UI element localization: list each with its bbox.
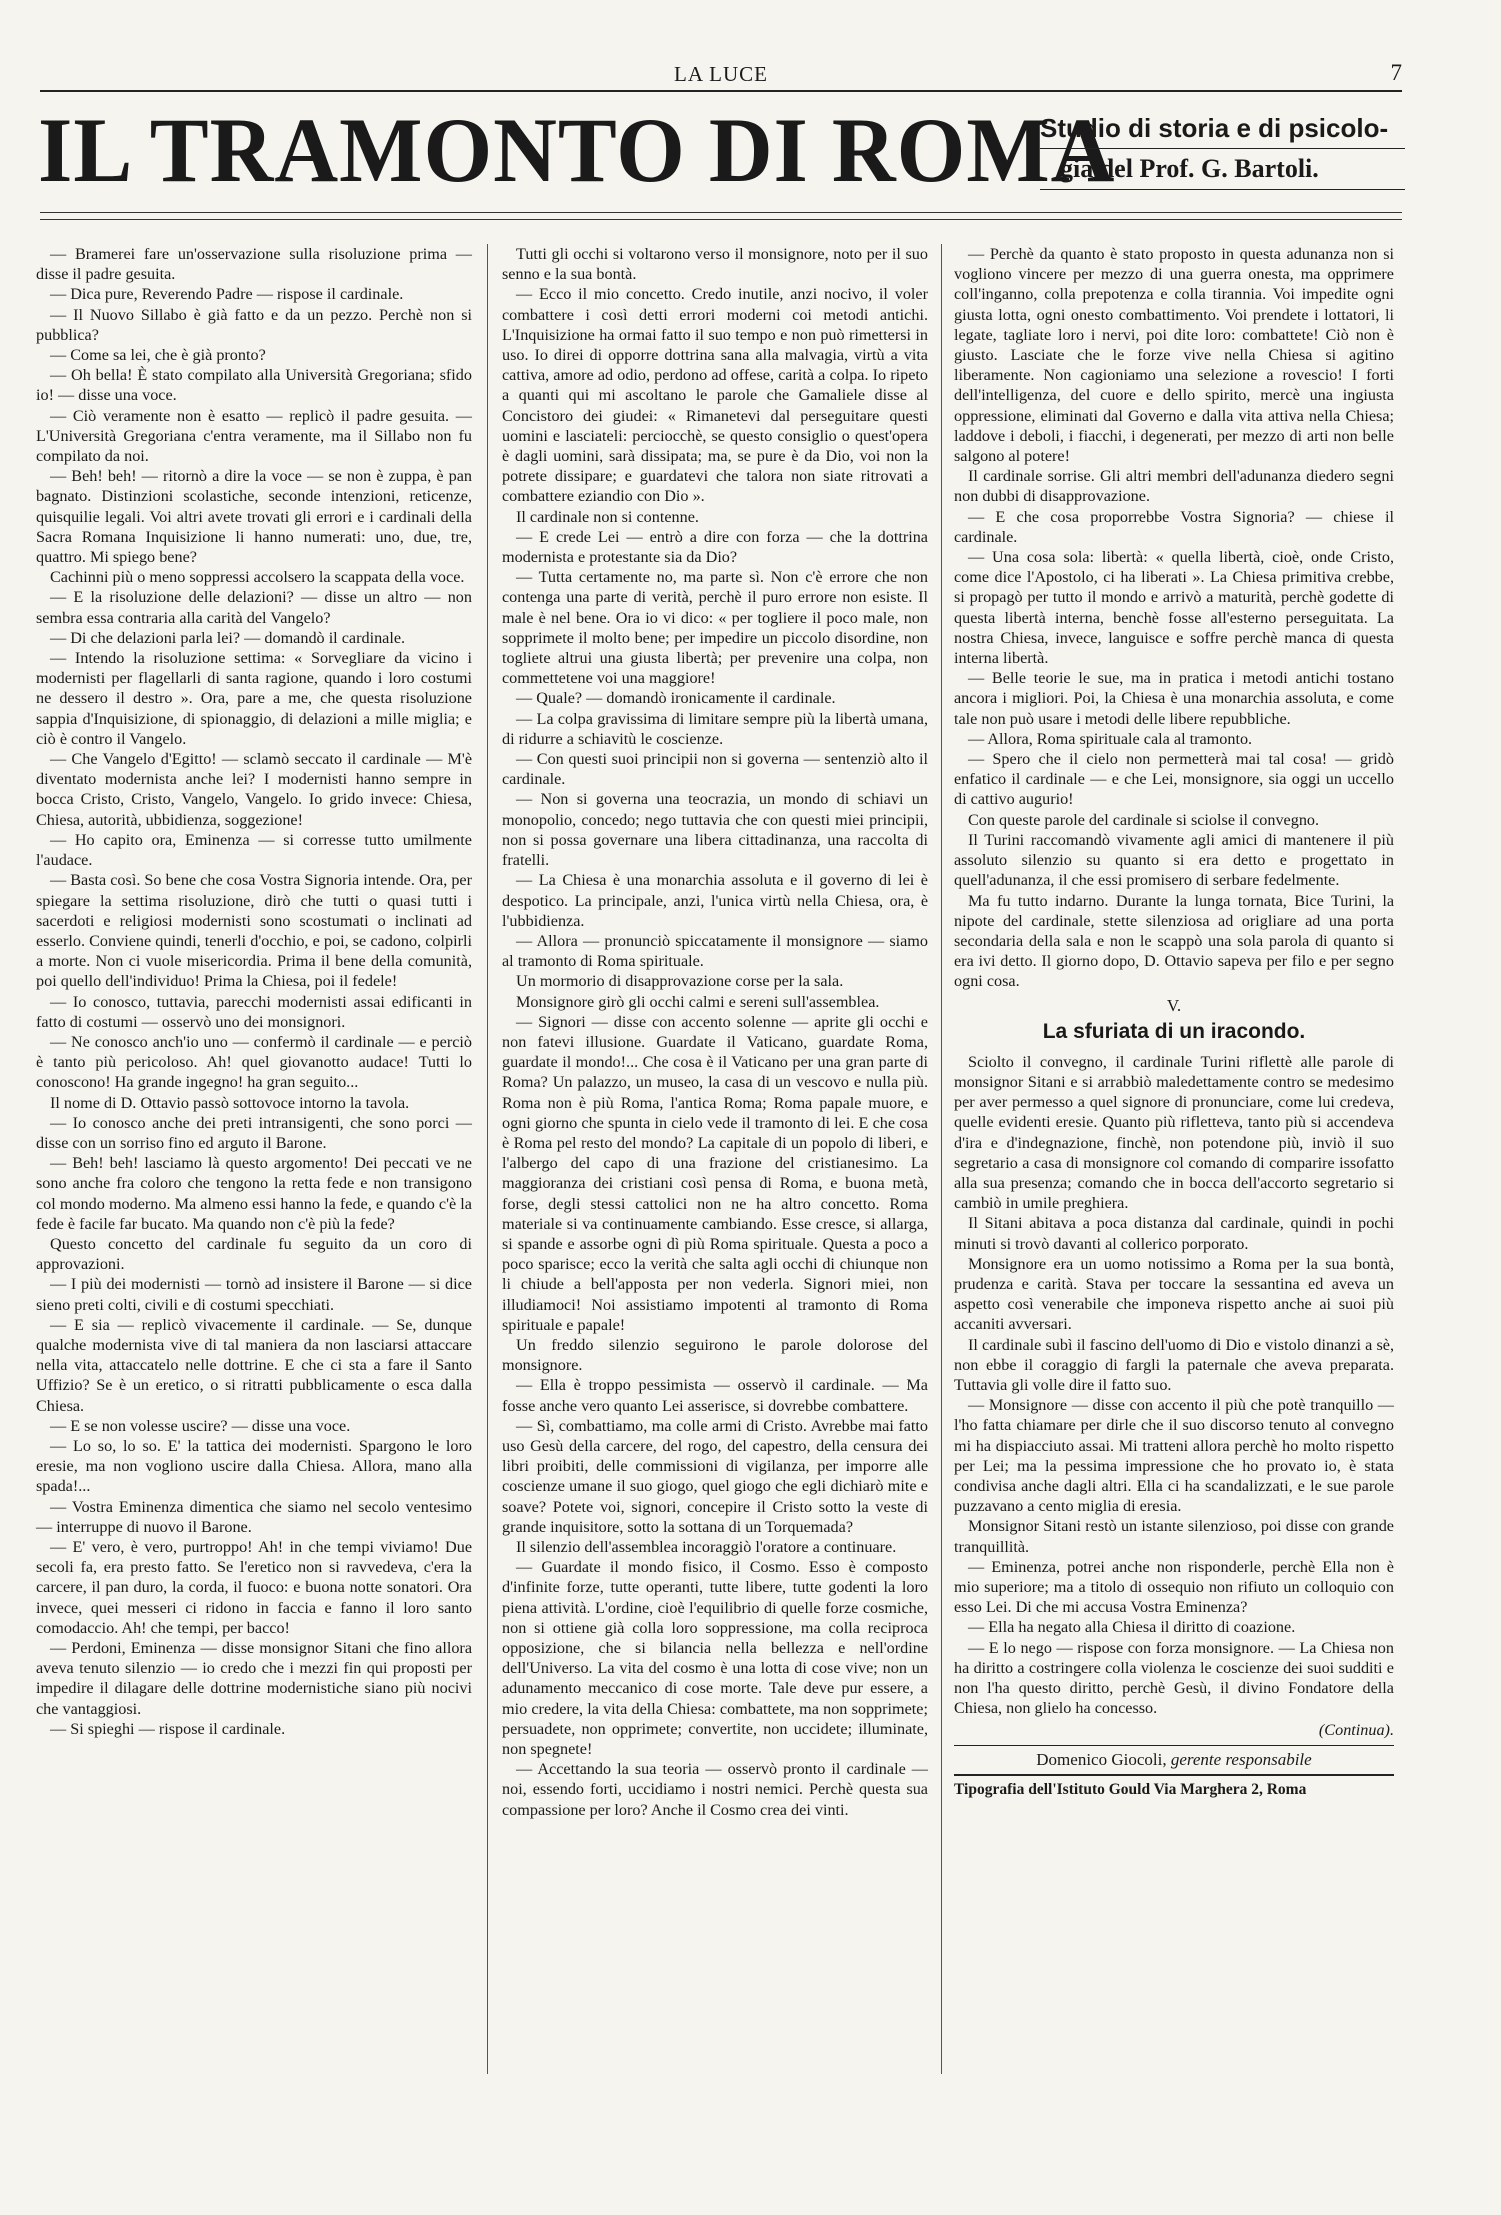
column-separator [487,244,488,2074]
paragraph: — Allora, Roma spirituale cala al tramonto. [968,729,1253,748]
paragraph: — Tutta certamente no, ma parte sì. Non c'è errore che non contenga una parte di verità, perchè il puro errore non esiste. Il male è nel bene. Ora io vi dico: « per togliere il poco male, non sopprimete il molto bene; per impedire un piccolo disordine, non togliete altrui una giusta libertà; per prevenire una colpa, non commettetene voi una maggiore! [502,568,928,688]
subtitle-line-2: gia del Prof. G. Bartoli. [1040,149,1405,190]
paragraph: — Oh bella! È stato compilato alla Università Gregoriana; sfido io! — disse una voce. [36,366,472,405]
running-header [40,62,1402,88]
paragraph: — I più dei modernisti — tornò ad insistere il Barone — si dice sieno preti colti, civili e di costumi specchiati. [36,1275,472,1314]
paragraph: — La Chiesa è una monarchia assoluta e il governo di lei è despotico. La principale, anzi, l'unica virtù nella Chiesa, ora, è l'ubbidienza. [502,871,928,930]
column-3-top [954,244,1394,992]
printer-line: Tipografia dell'Istituto Gould Via Marghera 2, Roma [954,1780,1307,1798]
paragraph: — Dica pure, Reverendo Padre — rispose il cardinale. [50,285,404,304]
paragraph: — Si spieghi — rispose il cardinale. [50,1719,286,1738]
imprint [954,1745,1394,1802]
paragraph: Tutti gli occhi si voltarono verso il monsignore, noto per il suo senno e la sua bontà. [502,245,928,284]
paragraph: Il nome di D. Ottavio passò sottovoce intorno la tavola. [50,1093,410,1112]
paragraph: — Sì, combattiamo, ma colle armi di Cristo. Avrebbe mai fatto uso Gesù della carcere, del rogo, del capestro, della censura dei libri proibiti, delle commissioni di vigilanza, per imporre alle coscienze umane il suo giogo, quel giogo che egli dichiarò mite e soave? Potete voi, signori, concepire il Cristo sotto la veste di grande inquisitore, sotto la sottana di un Torquemada? [502,1416,928,1536]
paragraph: — Bramerei fare un'osservazione sulla risoluzione prima — disse il padre gesuita. [36,245,472,284]
paragraph: Il cardinale non si contenne. [516,507,699,526]
paragraph: — Il Nuovo Sillabo è già fatto e da un pezzo. Perchè non si pubblica? [36,305,472,344]
paragraph: — Come sa lei, che è già pronto? [50,346,266,365]
paragraph: — Monsignore — disse con accento il più che potè tranquillo — l'ho fatta chiamare per dirle che il suo discorso tenuto al convegno mi ha dispiacciuto assai. Mi tratteni allora perchè ho molto rispetto per Lei; ma la pessima impressione che ho provato io, è stata condivisa anche dagli altri. Ella ci ha scandalizzati, e le sue parole puzzavano a cento miglia di eresia. [954,1396,1394,1516]
paragraph: — Quale? — domandò ironicamente il cardinale. [516,689,836,708]
paragraph: — Beh! beh! lasciamo là questo argomento! Dei peccati ve ne sono anche fra coloro che tengono la retta fede e non transigono col mondo moderno. Ma almeno essi hanno la fede, e quando c'è la fede è facile far bucato. Ma quando non c'è più la fede? [36,1154,472,1233]
paragraph: — Con questi suoi principii non si governa — sentenziò alto il cardinale. [502,750,928,789]
paragraph: Con queste parole del cardinale si sciolse il convegno. [968,810,1320,829]
paragraph: — Belle teorie le sue, ma in pratica i metodi antichi tostano ancora i migliori. Poi, la Chiesa è una monarchia assoluta, e come tale non può usare i metodi delle libere repubbliche. [954,669,1394,728]
paragraph: — Guardate il mondo fisico, il Cosmo. Esso è composto d'infinite forze, tutte operanti, tutte libere, tutte godenti la loro piena attività. L'ordine, cioè l'equilibrio di quelle forze cosmiche, non si ottiene già colla loro soppressione, ma colla reciproca opposizione, che si bilancia nella bellezza e nell'ordine dell'Universo. La vita del cosmo è una lotta di cose vive; non un adunamento meccanico di cose morte. Tale deve pur essere, a mio credere, la vita della Chiesa: combattete, ma non sopprimete; persuadete, non opprimete; convertite, non uccidete; illuminate, non spegnete! [502,1558,928,1759]
paragraph: — Ecco il mio concetto. Credo inutile, anzi nocivo, il voler combattere i così detti errori moderni coi metodi antichi. L'Inquisizione ha ormai fatto il suo tempo e non può rimettersi in uso. Io direi di opporre dottrina sana alla malvagia, virtù a vita cattiva, amore ad odio, perdono ad offese, carità a colpa. Io ripeto a quanti qui mi ascoltano le parole che Gamaliele disse al Concistoro dei giudei: « Rimanetevi dal perseguitare questi uomini e lasciateli: perciocchè, se questo consiglio o quest'opera è dagli uomini, sarà dissipata; ma, se pure è da Dio, voi non la potrete dissipare; e guardatevi che talora non siate ritrovati a combattere eziandio con Dio ». [502,285,928,506]
paragraph: Il cardinale sorrise. Gli altri membri dell'adunanza diedero segni non dubbi di disapprovazione. [954,467,1394,506]
paragraph: — Allora — pronunciò spiccatamente il monsignore — siamo al tramonto di Roma spirituale. [502,931,928,971]
paragraph: Monsignore era un uomo notissimo a Roma per la sua bontà, prudenza e carità. Stava per toccare la sessantina ed aveva un aspetto così venerabile che imponeva rispetto anche ai suoi più accaniti avversari. [954,1254,1394,1334]
paragraph: Il cardinale subì il fascino dell'uomo di Dio e vistolo dinanzi a sè, non ebbe il coraggio di fargli la paternale che aveva preparata. Tuttavia gli volle dire il fatto suo. [954,1335,1394,1394]
paragraph: — E se non volesse uscire? — disse una voce. [50,1416,351,1435]
paragraph: — Io conosco, tuttavia, parecchi modernisti assai edificanti in fatto di costumi — osservò uno dei monsignori. [36,992,472,1031]
paragraph: Un mormorio di disapprovazione corse per la sala. [516,972,844,991]
paragraph: — Basta così. So bene che cosa Vostra Signoria intende. Ora, per spiegare la settima risoluzione, dirò che tutti o quasi tutti i sacerdoti e religiosi modernisti sono scostumati o inclinati ad esserlo. Conviene quindi, tenerli d'occhio, e poi, se cadono, colpirli a morte. Non ci vuole misericordia. Prima il bene della comunità, poi quello dell'individuo! Prima la Chiesa, poi il fedele! [36,871,472,991]
paragraph: — Accettando la sua teoria — osservò pronto il cardinale — noi, essendo forti, uccidiamo i nostri nemici. Perchè questa sua compassione per loro? Anche il Cosmo crea dei vinti. [502,1760,928,1819]
paragraph: — Io conosco anche dei preti intransigenti, che sono porci — disse con un sorriso fino ed arguto il Barone. [36,1113,472,1152]
publication-name: LA LUCE [674,62,768,86]
paragraph: Cachinni più o meno soppressi accolsero la scappata della voce. [50,568,465,587]
paragraph: Il Sitani abitava a poca distanza dal cardinale, quindi in pochi minuti si trovò davanti al collerico porporato. [954,1214,1394,1253]
paragraph: — E crede Lei — entrò a dire con forza — che la dottrina modernista e protestante sia da Dio? [502,527,928,567]
paragraph: — Lo so, lo so. E' la tattica dei modernisti. Spargono le loro eresie, ma non vogliono uscire dalla Chiesa. Allora, mano alla spada!... [36,1436,472,1496]
paragraph: — Vostra Eminenza dimentica che siamo nel secolo ventesimo — interruppe di nuovo il Barone. [36,1497,472,1536]
paragraph: Un freddo silenzio seguirono le parole dolorose del monsignore. [502,1335,928,1375]
paragraph: Questo concetto del cardinale fu seguito da un coro di approvazioni. [36,1234,472,1274]
column-1 [36,244,472,1739]
section-number: V. [1166,995,1182,1015]
paragraph: Il Turini raccomandò vivamente agli amici di mantenere il più assoluto silenzio su quanto si era detto e progettato in quell'adunanza, il che essi promisero di serbare fedelmente. [954,830,1394,890]
column-3-bottom [954,1052,1394,1719]
article-title: IL TRAMONTO DI ROMA [38,99,1116,201]
subtitle-line-1: Studio di storia e di psicolo- [1040,108,1405,149]
paragraph: — Di che delazioni parla lei? — domandò il cardinale. [50,628,406,647]
paragraph: — Ne conosco anch'io uno — confermò il cardinale — e perciò è tanto più pericoloso. Ah! quel giovanotto audace! Tutti lo conoscono! Ha grande ingegno! ha gran seguito... [36,1032,472,1092]
paragraph: — E la risoluzione delle delazioni? — disse un altro — non sembra essa contraria alla carità del Vangelo? [36,588,472,627]
paragraph: — E lo nego — rispose con forza monsignore. — La Chiesa non ha diritto a costringere colla violenza le coscienze dei suoi sudditi e non l'ha questo diritto, perchè Gesù, il divino Fondatore della Chiesa, non glielo ha concesso. [954,1638,1394,1718]
continued-note: (Continua). [1318,1721,1394,1740]
paragraph: — Ciò veramente non è esatto — replicò il padre gesuita. — L'Università Gregoriana c'entra veramente, ma il Sillabo non fu compilato da noi. [36,406,472,466]
column-separator [941,244,942,2074]
paragraph: — Spero che il cielo non permetterà mai tal cosa! — gridò enfatico il cardinale — e che Lei, monsignore, sia oggi un uccello di cattivo augurio! [954,750,1394,809]
paragraph: Monsignore girò gli occhi calmi e sereni sull'assemblea. [516,992,880,1011]
column-2 [502,244,928,1820]
paragraph: — Ella ha negato alla Chiesa il diritto di coazione. [968,1618,1296,1637]
paragraph: — E' vero, è vero, purtroppo! Ah! in che tempi viviamo! Due secoli fa, era presto fatto. Se l'eretico non si ravvedeva, c'era la carcere, il pan duro, la corda, il fuoco: e buona notte sonatori. Ora invece, quei messeri ci ridono in faccia e fanno il loro santo comodaccio. Ah! che tempi, per bacco! [36,1538,472,1637]
paragraph: — E sia — replicò vivacemente il cardinale. — Se, dunque qualche modernista vive di tal maniera da non lasciarsi attaccare nella vita, attaccatelo nelle dottrine. E che ci sta a fare il Santo Uffizio? Se è un eretico, o si ritratti pubblicamente o esca dalla Chiesa. [36,1315,472,1415]
paragraph: — Non si governa una teocrazia, un mondo di schiavi un monopolio, concedo; nego tuttavia che con questi miei principii, non si possa governare una libera cittadinanza, una raccolta di fratelli. [502,790,928,870]
title-divider [40,212,1402,220]
paragraph: — Perdoni, Eminenza — disse monsignor Sitani che fino allora aveva tenuto silenzio — io credo che i mezzi fin qui proposti per impedire il dilagare delle dottrine modernistiche siano più nocivi che vantaggiosi. [36,1639,472,1718]
column-3 [954,244,1394,1802]
paragraph: — Eminenza, potrei anche non risponderle, perchè Ella non è mio superiore; ma a titolo di ossequio non rifiuto un colloquio con esso Lei. Di che mi accusa Vostra Eminenza? [954,1557,1394,1617]
paragraph: — Ella è troppo pessimista — osservò il cardinale. — Ma fosse anche vero quanto Lei asserisce, si dovrebbe combattere. [502,1376,928,1415]
paragraph: — Ho capito ora, Eminenza — si corresse tutto umilmente l'audace. [36,830,472,870]
paragraph: Il silenzio dell'assemblea incoraggiò l'oratore a continuare. [516,1538,897,1556]
manager-line [954,1748,1394,1776]
paragraph: — Beh! beh! — ritornò a dire la voce — se non è zuppa, è pan bagnato. Distinzioni scolastiche, seconde intenzioni, reticenze, quisquilie legali. Voi altri avete trovati gli errori e i cardinali della Sacra Romana Inquisizione li hanno numerati: uno, due, tre, quattro. Mi spiego bene? [36,467,472,567]
paragraph: — E che cosa proporrebbe Vostra Signoria? — chiese il cardinale. [954,507,1394,546]
paragraph: — Perchè da quanto è stato proposto in questa adunanza non si vogliono vincere per mezzo di una guerra onesta, ma opprimere coll'inganno, colla prepotenza e colla tirannia. Voi impedite ogni giusta lotta, ogni onesto combattimento. Voi prendete i lottatori, li legate, tagliate loro i nervi, poi dite loro: combattete! Ciò non è giusto. Lasciate che le forze vive nella Chiesa si agitino liberamente. Non cagioniamo una selezione a rovescio! I forti dell'intelligenza, del cuore e dello spirito, mercè una ingiusta oppressione, eliminati dal Governo e dalla vita attiva nella Chiesa; laddove i deboli, i fiacchi, i degenerati, per mezzo di arti non belle salgono al potere! [954,245,1394,466]
manager-name: Domenico Giocoli, [1036,1749,1167,1769]
header-rule [40,90,1402,92]
paragraph: — Una cosa sola: libertà: « quella libertà, cioè, onde Cristo, come dice l'Apostolo, ci ha liberati ». La Chiesa primitiva crebbe, si propagò per tutto il mondo e arrivò a maturità, perchè godette di questa libertà interna, benchè fosse all'esterno perseguitata. La nostra Chiesa, invece, languisce e soffre perchè manca di questa interna libertà. [954,548,1394,668]
paragraph: — Intendo la risoluzione settima: « Sorvegliare da vicino i modernisti per flagellarli di santa ragione, quando i loro costumi ne dessero il destro ». Ora, pare a me, che questa risoluzione sappia d'Inquisizione, di spionaggio, di delazioni a mille miglia; e ciò è contro il Vangelo. [36,649,472,748]
paragraph: Ma fu tutto indarno. Durante la lunga tornata, Bice Turini, la nipote del cardinale, stette silenziosa ad origliare ad una porta secondaria della sala e non le scappò una sola parola di quanto si era ivi detto. Il giorno dopo, D. Ottavio sapeva per filo e per segno ogni cosa. [954,891,1394,991]
paragraph: Monsignor Sitani restò un istante silenzioso, poi disse con grande tranquillità. [954,1517,1394,1556]
paragraph: — Signori — disse con accento solenne — aprite gli occhi e non fatevi illusione. Guardate il Vaticano, guardate Roma, guardate il mondo!... Che cosa è il Vaticano per una gran parte di Roma? Un palazzo, un museo, la casa di un vescovo e nulla più. Roma non è più Roma, l'antica Roma; Roma papale muore, e ogni giorno che spunta in cielo vede il tramonto di lei. E che cosa è Roma pel resto del mondo? La capitale di un popolo di liberi, e l'albergo del capo di una frazione del cristianesimo. La maggioranza dei cristiani così pensa di Roma, e buona metà, forse, degli stessi cattolici non ne ha altro concetto. Roma materiale si va continuamente cambiando. Esse cresce, si allarga, si spande e assorbe ogni dì più Roma spirituale. Questa a poco a poco sparisce; ecco la verità che salta agli occhi di chiunque non li chiude a bell'apposta per non vederla. Signori miei, non illudiamoci! Noi assistiamo impotenti al tramonto di Roma spirituale e papale! [502,1012,928,1334]
section-title: La sfuriata di un iracondo. [1042,1019,1306,1043]
page-number: 7 [1390,60,1402,85]
article-subtitle [1040,108,1405,190]
manager-role: gerente responsabile [1170,1749,1312,1769]
paragraph: Sciolto il convegno, il cardinale Turini riflettè alle parole di monsignor Sitani e si arrabbiò maledettamente contro se medesimo per aver permesso a quel signore di pronunciare, come lui credeva, quelle evidenti eresie. Quanto più rifletteva, tanto più si accendeva d'ira e d'indegnazione, finchè, non potendone più, inviò il suo segretario a casa di monsignore col comando di comparire issofatto alla sua presenza; comando che in bocca dell'accorto segretario si cambiò in umile preghiera. [954,1052,1394,1213]
paragraph: — Che Vangelo d'Egitto! — sclamò seccato il cardinale — M'è diventato modernista anche lei? I modernisti hanno sempre in bocca Cristo, Cristo, Vangelo, Vangelo. Io grido invece: Chiesa, Chiesa, autorità, ubbidienza, soggezione! [36,750,472,829]
paragraph: — La colpa gravissima di limitare sempre più la libertà umana, di ridurre a schiavitù le coscienze. [502,709,928,748]
